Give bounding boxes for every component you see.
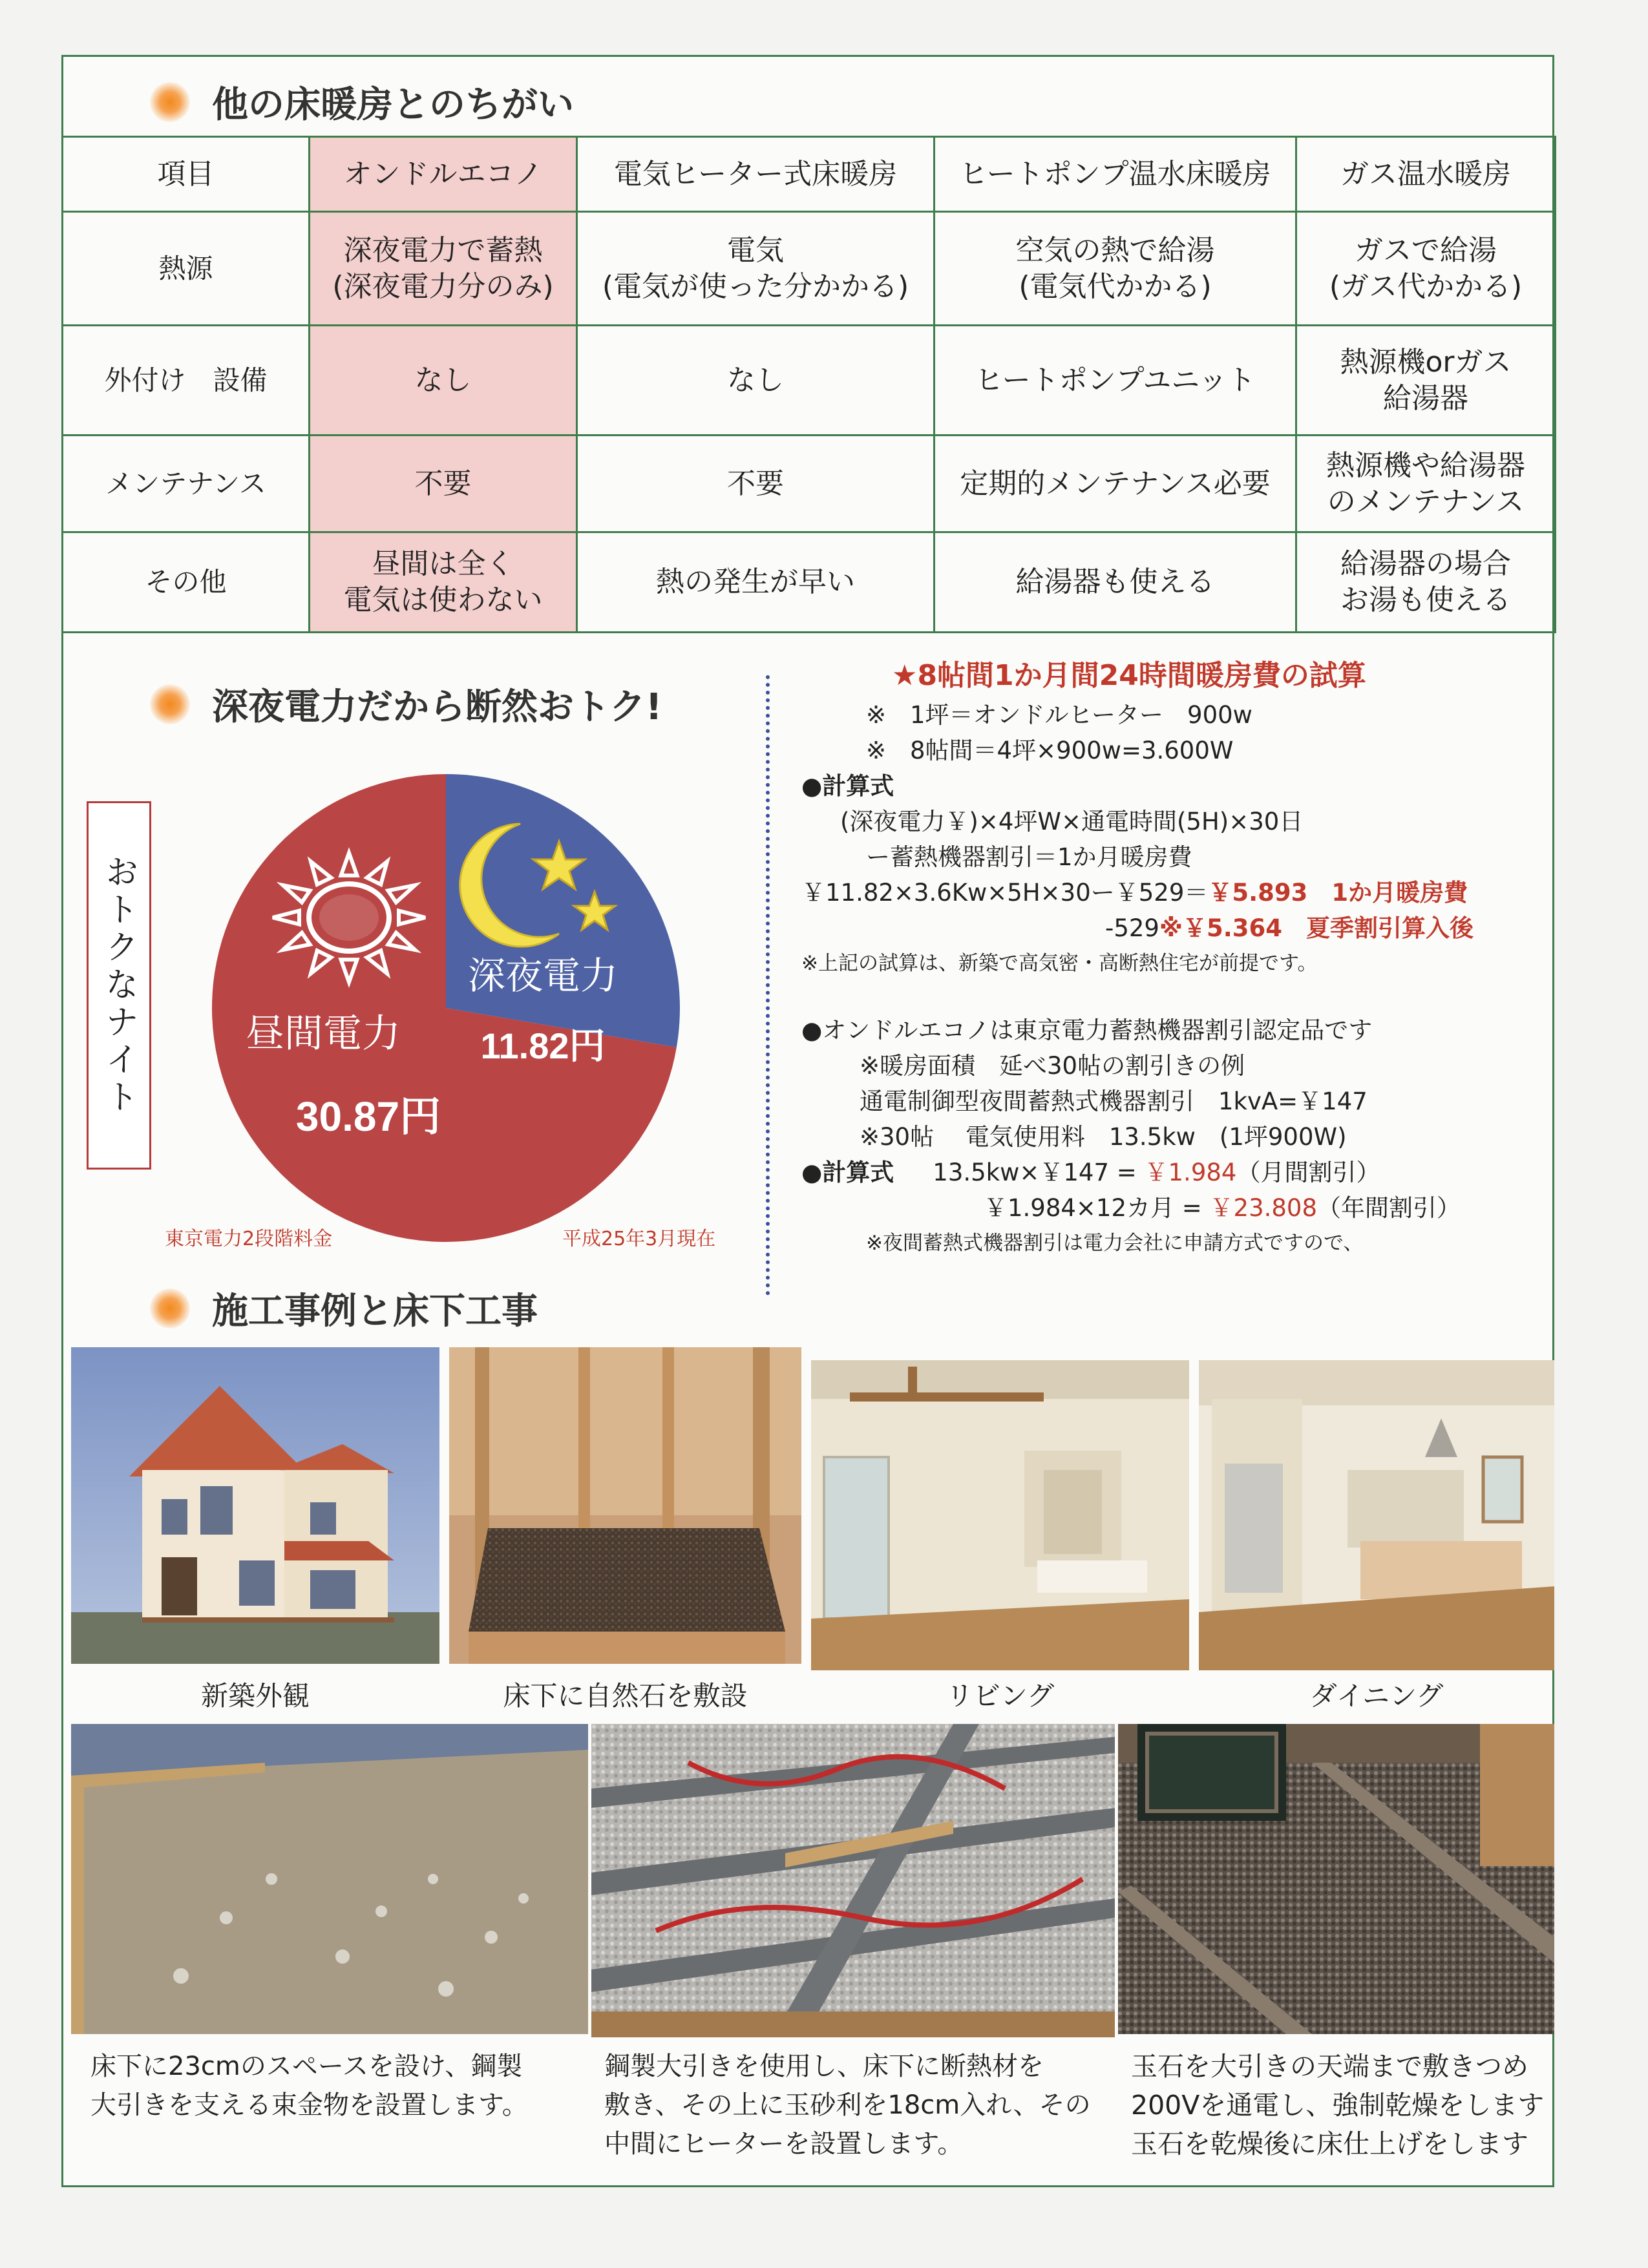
table-row [63,532,1556,633]
table-cell: 不要 [310,436,577,532]
calc-note: ※ 1坪＝オンドルヒーター 900w [866,701,1252,729]
desc-steel-beams: 鋼製大引きを使用し、床下に断熱材を 敷き、その上に玉砂利を18cm入れ、その 中間にヒーターを設置します。 [604,2052,1091,2159]
row-label: 熱源 [63,212,310,326]
pie-value-night: 11.82円 [480,1025,606,1066]
works-heading [150,1283,538,1334]
desc-floor-space: 床下に23cmのスペースを設け、鋼製 大引きを支える束金物を設置します。 [90,2052,528,2120]
row-label: その他 [63,532,310,633]
photo-steel-beams-heater [591,1724,1115,2037]
table-cell: 熱の発生が早い [577,532,935,633]
photo-dining-room [1199,1360,1554,1670]
header-cell: 電気ヒーター式床暖房 [577,137,935,212]
caption-exterior: 新築外観 [200,1680,310,1712]
dotted-divider [766,675,770,1296]
photo-house-exterior [71,1347,439,1664]
compare-heading-text: 他の床暖房とのちがい [212,84,574,126]
table-cell: ヒートポンプユニット [935,326,1296,436]
table-cell: 電気 (電気が使った分かかる) [577,212,935,326]
table-header-row [63,137,1556,212]
calc-formula: (深夜電力￥)×4坪W×通電時間(5H)×30日 [840,808,1304,835]
pie-label-night: 深夜電力 [467,955,618,997]
desc-stones-drying: 玉石を大引きの天端まで敷きつめ 200Vを通電し、強制乾燥をします 玉石を乾燥後に床仕上げをします [1131,2051,1545,2159]
table-cell: 昼間は全く 電気は使わない [310,532,577,633]
table-cell: なし [310,326,577,436]
comparison-table [61,136,1556,633]
pie-caption-right: 平成25年3月現在 [562,1228,716,1250]
calc-formula: ー蓄熱機器割引＝1か月暖房費 [866,843,1192,871]
calc-formula-summer: -529※￥5.364 夏季割引算入後 [1105,914,1474,942]
caption-dining: ダイニング [1309,1680,1444,1712]
savings-heading [150,678,662,730]
caption-living: リビング [945,1680,1055,1712]
caption-stones: 床下に自然石を敷設 [503,1680,748,1712]
table-row [63,212,1556,326]
table-cell: 空気の熱で給湯 (電気代かかる) [935,212,1296,326]
bullet-sun-icon [150,684,190,724]
calc-assumption: ※上記の試算は、新築で高気密・高断熱住宅が前提です。 [801,952,1318,975]
calc-block [801,658,1551,1261]
pie-label-day: 昼間電力 [246,1012,401,1055]
vertical-label-text: おトクなナイト [99,854,138,1117]
table-cell: 深夜電力で蓄熱 (深夜電力分のみ) [310,212,577,326]
calc-example: ※暖房面積 延べ30帖の割引きの例 [860,1052,1245,1080]
calc-formula-b1: ●計算式 13.5kw×￥147 = ￥1.984（月間割引） [801,1159,1380,1186]
header-cell-ondol: オンドルエコノ [310,137,577,212]
header-cell: ガス温水暖房 [1296,137,1556,212]
works-heading-text: 施工事例と床下工事 [212,1290,538,1332]
calc-title: ★8帖間1か月間24時間暖房費の試算 [892,659,1366,692]
calc-formula-b2: ￥1.984×12カ月 = ￥23.808（年間割引） [984,1194,1461,1222]
row-label: 外付け 設備 [63,326,310,436]
compare-heading [150,76,574,128]
calc-discount: 通電制御型夜間蓄熱式機器割引 1kvA=￥147 [860,1087,1368,1115]
bullet-sun-icon [150,1288,190,1328]
calc-cert: ●オンドルエコノは東京電力蓄熱機器割引認定品です [801,1016,1373,1044]
bullet-sun-icon [150,82,190,122]
savings-heading-text: 深夜電力だから断然おトク! [212,686,662,728]
photo-floor-space [71,1724,588,2034]
photo-underfloor-stones [449,1347,801,1664]
table-cell: ガスで給湯 (ガス代かかる) [1296,212,1556,326]
table-row [63,326,1556,436]
header-cell: 項目 [63,137,310,212]
pie-caption-left: 東京電力2段階料金 [165,1228,333,1250]
table-cell: 給湯器も使える [935,532,1296,633]
row-label: メンテナンス [63,436,310,532]
calc-note: ※ 8帖間＝4坪×900w=3.600W [866,737,1234,764]
table-cell: 給湯器の場合 お湯も使える [1296,532,1556,633]
electricity-price-pie-chart [207,769,685,1247]
table-cell: 不要 [577,436,935,532]
photo-stones-drying [1118,1724,1554,2034]
table-cell: 定期的メンテナンス必要 [935,436,1296,532]
table-cell: なし [577,326,935,436]
calc-formula-result: ￥11.82×3.6Kw×5H×30ー￥529＝￥5.893 1か月暖房費 [801,879,1468,907]
calc-usage: ※30帖 電気使用料 13.5kw (1坪900W) [860,1123,1347,1151]
calc-formula-head: ●計算式 [801,772,894,800]
photo-living-room [811,1360,1189,1670]
pie-value-day: 30.87円 [295,1093,441,1140]
table-cell: 熱源機や給湯器 のメンテナンス [1296,436,1556,532]
vertical-label-box [87,801,151,1170]
header-cell: ヒートポンプ温水床暖房 [935,137,1296,212]
table-row [63,436,1556,532]
table-cell: 熱源機orガス 給湯器 [1296,326,1556,436]
calc-apply-note: ※夜間蓄熱式機器割引は電力会社に申請方式ですので、 [866,1232,1364,1255]
